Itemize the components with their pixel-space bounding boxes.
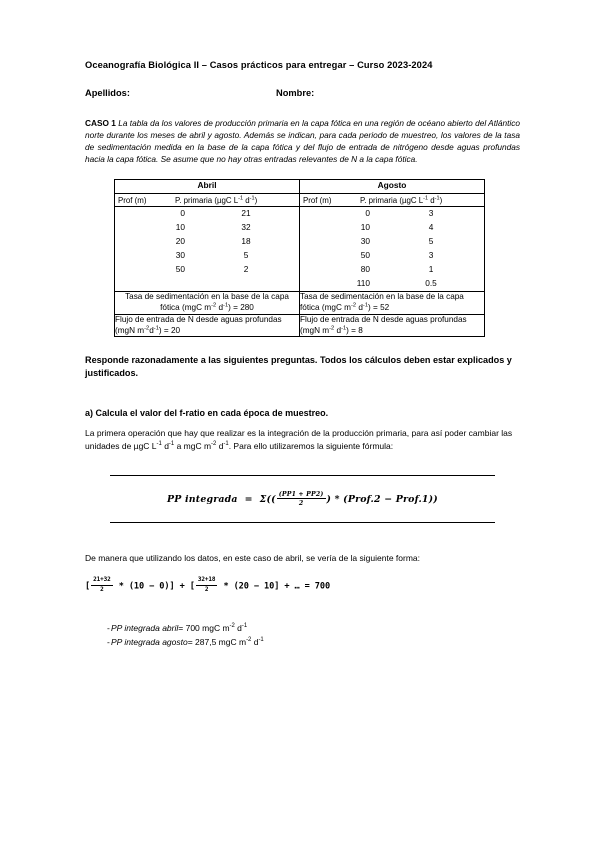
abril-nflux-sup1: -2 [144, 324, 150, 331]
abril-sed-sup1: -2 [211, 302, 217, 309]
qa-sup4: -1 [223, 441, 229, 448]
abril-nflux-sup2: -1 [153, 324, 159, 331]
table-row [115, 249, 299, 263]
abril-spacer-pp [207, 277, 299, 291]
calc-fraction-2 [196, 577, 218, 593]
agosto-pp-4: 1 [428, 263, 434, 274]
abril-prof-4: 50 [175, 263, 185, 274]
agosto-prof-0: 0 [365, 207, 370, 218]
agosto-sed-text: Tasa de sedimentación en la base de la capa fótica (mgC m [300, 292, 464, 312]
qa-para-before: La primera operación que hay que realizar es la integración de la producción primaria, para así poder cambiar las unidades de µgC L [85, 427, 513, 452]
list-item [85, 622, 520, 636]
qa-mid1: d [161, 441, 169, 452]
agosto-sed-mid: d [356, 302, 363, 312]
abril-prof-1: 10 [175, 221, 185, 232]
abril-prof-header: Prof (m) [118, 195, 147, 205]
qa-end: . Para ello utilizaremos la siguiente fórmula: [228, 441, 394, 452]
table-data-row [115, 194, 485, 292]
abril-sed-sup2: -1 [223, 302, 229, 309]
agosto-pp-sup1: -1 [423, 195, 429, 202]
table-sedimentation-row [115, 292, 485, 315]
formula-box [110, 475, 495, 523]
agosto-pp-header [360, 196, 442, 205]
result-sup2-1: -1 [258, 637, 264, 644]
table-row [115, 263, 299, 277]
abril-sedimentation-cell [115, 292, 300, 315]
results-list [85, 622, 520, 650]
qa-sup3: -2 [211, 441, 217, 448]
question-a-paragraph [85, 427, 520, 453]
table-row [300, 207, 484, 221]
agosto-nflux-after: ) = 8 [346, 325, 363, 335]
formula-numerator: (PP1 + PP2) [278, 490, 324, 498]
result-text-1 [111, 636, 264, 650]
document-title: Oceanografía Biológica II – Casos prácticos para entregar – Curso 2023-2024 [85, 60, 433, 70]
agosto-subheader [300, 194, 484, 206]
result-dash-0: - [107, 623, 110, 634]
result-mid-1: d [251, 637, 259, 648]
abril-spacer-prof [115, 277, 207, 291]
formula-tail: ) * (Prof.2 − Prof.1)) [326, 494, 438, 506]
abril-pp-header-text: P. primaria (µgC L [175, 195, 239, 205]
agosto-sed-sup1: -2 [350, 302, 357, 309]
abril-nflux-mid: d [149, 325, 154, 335]
abril-pp-end: ) [254, 195, 258, 205]
abril-pp-4: 2 [243, 263, 249, 274]
abril-prof-0: 0 [180, 207, 185, 218]
formula-sigma: Σ(( [259, 494, 276, 506]
abril-prof-2: 20 [175, 235, 185, 246]
agosto-nflux-sup1: -2 [329, 324, 335, 331]
case-description [85, 118, 520, 165]
abril-nflux-text: Flujo de entrada de N desde aguas profundas (mgN m [115, 314, 282, 335]
result-sup1-1: -2 [246, 637, 252, 644]
apellidos-label: Apellidos: [85, 88, 130, 99]
agosto-sed-after: ) = 52 [368, 302, 390, 312]
nombre-label: Nombre: [276, 88, 315, 99]
agosto-sedimentation-cell [300, 292, 485, 315]
abril-pp-1: 32 [241, 221, 251, 232]
agosto-values-table [300, 207, 484, 291]
month-header-abril: Abril [115, 180, 300, 194]
table-row-spacer [115, 277, 299, 291]
agosto-prof-4: 80 [360, 263, 370, 274]
agosto-prof-header: Prof (m) [303, 195, 332, 205]
table-row [115, 207, 299, 221]
calc-den1: 2 [100, 586, 104, 594]
agosto-prof-5: 110 [356, 277, 370, 288]
table-row [300, 221, 484, 235]
calc-mid2: * (20 − 10] + … = 700 [218, 581, 331, 592]
abril-pp-header [175, 196, 257, 205]
abril-sed-after: ) = 280 [228, 302, 254, 312]
abril-sed-mid: d [216, 302, 224, 312]
calculation-example [85, 578, 520, 594]
agosto-sed-sup2: -1 [362, 302, 369, 309]
table-row [115, 221, 299, 235]
agosto-pp-1: 4 [428, 221, 434, 232]
agosto-prof-2: 30 [360, 235, 370, 246]
question-a-paragraph-after: De manera que utilizando los datos, en este caso de abril, se vería de la siguiente forma: [85, 553, 420, 564]
abril-nflux-cell [115, 314, 300, 337]
abril-pp-sup1: -1 [238, 195, 244, 202]
abril-pp-sup2: -1 [249, 195, 255, 202]
result-sup2-0: -1 [241, 623, 248, 630]
calc-open: [ [85, 581, 91, 592]
agosto-prof-1: 10 [360, 221, 370, 232]
table-row [300, 263, 484, 277]
formula-equals: = [244, 494, 253, 506]
agosto-pp-2: 5 [428, 235, 434, 246]
agosto-pp-header-text: P. primaria (µgC L [360, 195, 424, 205]
table-row [300, 277, 484, 291]
abril-prof-3: 30 [175, 249, 185, 260]
abril-pp-0: 21 [241, 207, 251, 218]
agosto-nflux-sup2: -1 [341, 324, 347, 331]
formula-denominator: 2 [298, 499, 304, 507]
list-item [85, 636, 520, 650]
agosto-prof-3: 50 [360, 249, 370, 260]
calc-den2: 2 [204, 586, 209, 594]
abril-nflux-after: ) = 20 [158, 325, 181, 335]
abril-pp-3: 5 [243, 249, 249, 260]
table-nitrogen-row [115, 314, 485, 337]
primary-production-table [114, 179, 485, 337]
agosto-nflux-mid: d [334, 325, 342, 335]
abril-pp-mid: d [243, 195, 250, 205]
formula-fraction [277, 491, 326, 508]
agosto-nflux-cell [300, 314, 485, 337]
result-text-0 [111, 622, 247, 636]
table-row [115, 235, 299, 249]
calc-fraction-1 [91, 577, 113, 593]
result-plain-1: = 287,5 mgC m [187, 637, 247, 648]
abril-subheader [115, 194, 299, 206]
table-row [300, 235, 484, 249]
student-fields-row [85, 88, 520, 98]
agosto-pp-sup2: -1 [434, 195, 440, 202]
result-mid-0: d [234, 623, 242, 634]
agosto-pp-0: 3 [428, 207, 434, 218]
agosto-pp-mid: d [428, 195, 435, 205]
instructions-text: Responde razonadamente a las siguientes preguntas. Todos los cálculos deben estar explicados y justificados. [85, 355, 512, 378]
agosto-pp-5: 0.5 [425, 277, 437, 288]
qa-sup2: -1 [168, 441, 175, 448]
qa-sup1: -1 [156, 441, 162, 448]
qa-mid3: d [216, 441, 224, 452]
agosto-nflux-text: Flujo de entrada de N desde aguas profundas (mgN m [300, 314, 467, 335]
case-label: CASO 1 [85, 118, 116, 129]
agosto-pp-3: 3 [428, 249, 434, 260]
calc-num2: 32+18 [196, 577, 218, 585]
calc-mid1: * (10 − 0)] + [ [113, 581, 195, 592]
abril-pp-2: 18 [241, 235, 251, 246]
abril-sed-text: Tasa de sedimentación en la base de la capa fótica (mgC m [125, 292, 289, 312]
agosto-data-cell [300, 194, 485, 292]
formula-lhs: PP integrada [167, 494, 238, 506]
result-italic-1: PP integrada agosto [111, 637, 188, 648]
question-a-heading: a) Calcula el valor del f-ratio en cada época de muestreo. [85, 407, 329, 418]
integrated-pp-formula [167, 490, 438, 507]
result-plain-0: = 700 mgC m [178, 623, 230, 634]
abril-data-cell [115, 194, 300, 292]
month-header-agosto: Agosto [300, 180, 485, 194]
abril-values-table [115, 207, 299, 291]
case-text: La tabla da los valores de producción primaria en la capa fótica en una región de océano abierto del Atlántico norte durante los meses de abril y agosto. Además se indican, para cada periodo de muestreo, los valores de la tasa de sedimentación medida en la base de la capa fótica y del flujo de entrada de nitrógeno desde aguas profundas hacia la capa fótica. Se asume que no hay otras entradas relevantes de N a la capa fótica. [85, 118, 521, 164]
qa-mid2: a mgC m [174, 441, 212, 452]
result-italic-0: PP integrada abril [111, 623, 179, 634]
table-month-header-row [115, 180, 485, 194]
calc-num1: 21+32 [91, 577, 113, 585]
result-sup1-0: -2 [229, 623, 235, 630]
result-dash-1: - [107, 637, 110, 648]
agosto-pp-end: ) [439, 195, 443, 205]
table-row [300, 249, 484, 263]
